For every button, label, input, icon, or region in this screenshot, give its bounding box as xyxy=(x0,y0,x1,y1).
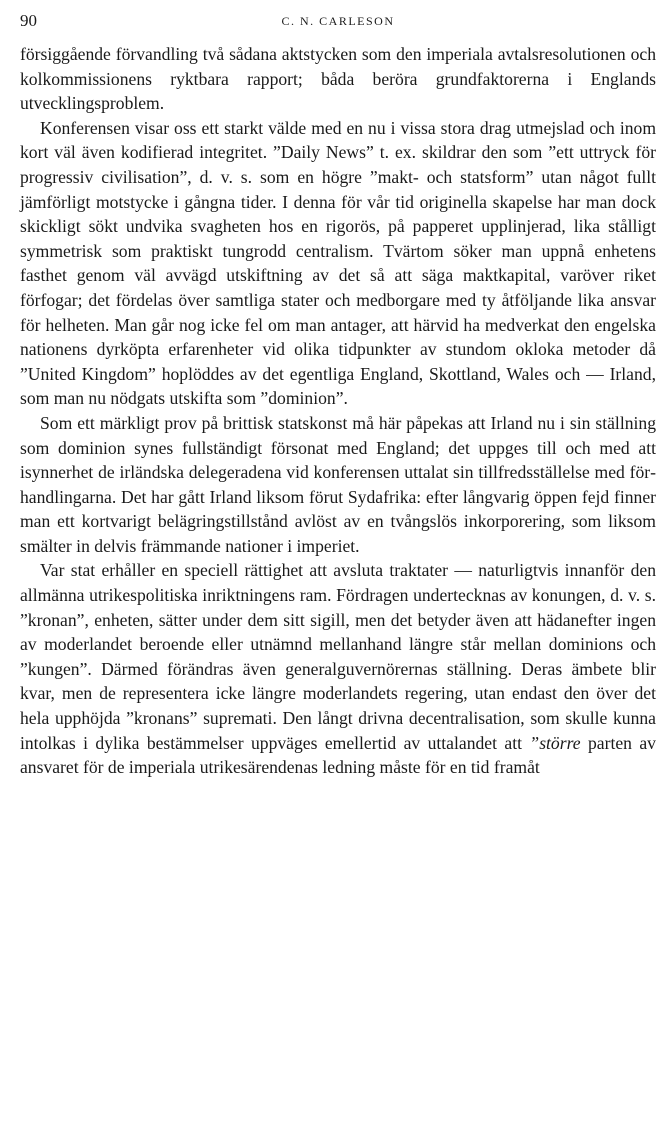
running-head-author: C. N. CARLESON xyxy=(281,14,395,28)
paragraph-traktater-tail: parten av ansvaret för de imperiala utrikesärendenas ledning måste för en tid framåt xyxy=(20,732,656,778)
paragraph-traktater xyxy=(20,558,656,779)
paragraph-irland: Som ett märkligt prov på brittisk statskonst må här påpekas att Irland nu i sin ställning som dominion synes fullständigt försonat med England; det uppges till och med att isynnerhet de irländska delegeradena vid konferensen uttalat sin tillfredsställelse med förhandlingarna. Det har gått Irland liksom förut Sydafrika: efter långvarig öppen fejd finner man ett kortvarigt belägringstillstånd avlöst av en tvångslös inkorporering, som liksom smälter in delvis främmande nationer i imperiet. xyxy=(20,412,656,556)
paragraph-continued: försiggående förvandling två sådana aktstycken som den imperiala avtalsresolutionen och kolkommissionens ryktbara rapport; båda beröra grundfaktorerna i Englands utvecklingsproblem. xyxy=(20,44,656,114)
paragraph-traktater-text: Var stat erhåller en speciell rättighet att avsluta traktater — naturligtvis innanför den allmänna utrikespolitiska inriktningens ram. Fördragen undertecknas av konungen, d. v. s. ”kronan”, enheten, sätter under dem sitt sigill, men det betyder även att hädanefter ingen av moderlandet beroende eller utnämnd mellanhand längre står mellan dominions och ”kungen”. Därmed förändras även generalguvernörernas ställning. Deras ämbete blir kvar, men de representera icke längre moderlandets regering, utan endast den över det hela upphöjda ”kronans” supremati. Den långt drivna decentralisation, som skulle kunna intolkas i dylika bestämmelser uppväges emellertid av uttalandet att xyxy=(20,560,656,753)
page-number: 90 xyxy=(20,11,37,30)
body-text xyxy=(20,42,656,780)
paragraph-konferensen: Konferensen visar oss ett starkt välde med en nu i vissa stora drag utmejslad och inom kort väl även kodifierad integritet. ”Daily News” t. ex. skildrar den som ”ett uttryck för progressiv civilisation”, d. v. s. som en högre ”makt- och statsform” utan något fullt jämförligt motstycke i gångna tider. I denna för vår tid originella skapelse har man dock skickligt sökt undvika svagheten hos en rigorös, på papperet upplinjerad, lika stålligt symmetrisk som praktiskt tungrodd centralism. Tvärtom söker man uppnå enhetens fasthet genom väl avvägd utskiftning av det så att säga maktkapital, varöver riket förfogar; det fördelas över samtliga stater och medborgare med ty åtföljande lika ansvar för helheten. Man går nog icke fel om man antager, att härvid ha medverkat den engelska nationens dyrköpta erfarenheter vid olika tidpunkter av stundom okloka metoder då ”United Kingdom” hoplöddes av det egentliga England, Skottland, Wales och — Irland, som man nu nödgats utskifta som ”dominion”. xyxy=(20,117,656,409)
italic-storre: ”större xyxy=(529,732,581,753)
running-head xyxy=(20,8,656,34)
book-page xyxy=(20,8,656,780)
